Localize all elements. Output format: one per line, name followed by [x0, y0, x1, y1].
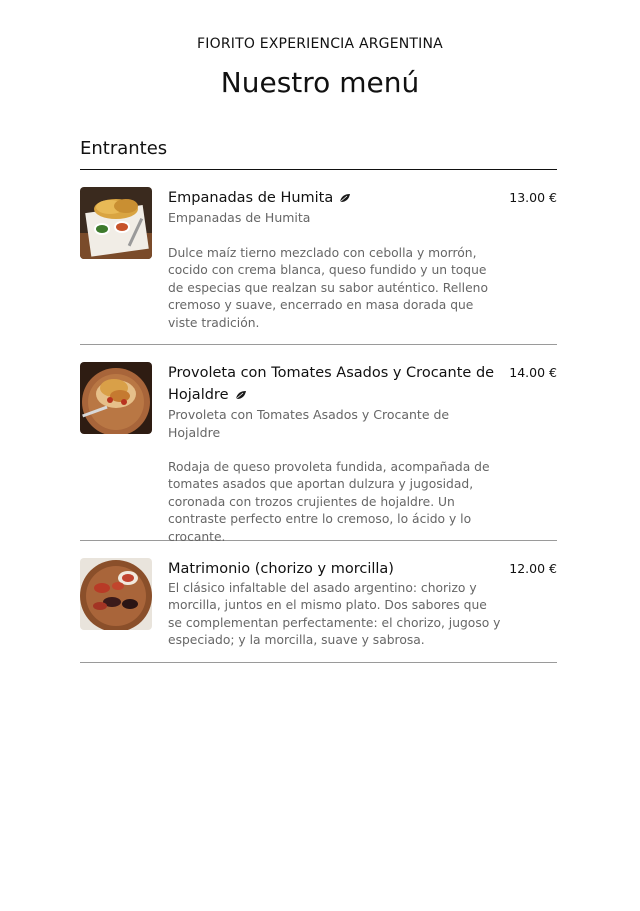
item-subtitle: Provoleta con Tomates Asados y Crocante de Hojaldre — [168, 407, 450, 440]
page-title: Nuestro menú — [220, 66, 420, 99]
dish-photo — [80, 558, 152, 630]
item-name-text: Provoleta con Tomates Asados y Crocante de Hojaldre — [168, 365, 495, 403]
item-description: Rodaja de queso provoleta fundida, acompañada de tomates asados que aportan dulzura y jugosidad, coronada con trozos crujientes de hojaldre. Un contraste perfecto entre lo cremoso, lo ácido y lo crocante. — [168, 460, 490, 544]
item-description: El clásico infaltable del asado argentino: chorizo y morcilla, juntos en el mismo plato. Dos sabores que se complementan perfectamente: el chorizo, jugoso y especiado; y la morcilla, suave y sabrosa. — [168, 581, 501, 648]
menu-item-matrimonio[interactable] — [80, 541, 557, 663]
item-name — [168, 362, 501, 406]
item-name: Matrimonio (chorizo y morcilla) — [168, 561, 394, 577]
item-name-text: Empanadas de Humita — [168, 190, 334, 206]
item-body — [168, 187, 509, 332]
item-subtitle: Empanadas de Humita — [168, 210, 311, 225]
dish-photo — [80, 362, 152, 434]
item-body — [168, 362, 509, 546]
item-name — [168, 187, 501, 209]
brand-name: FIORITO EXPERIENCIA ARGENTINA — [197, 36, 443, 52]
menu-item-empanadas[interactable] — [80, 170, 557, 345]
vegetarian-leaf-icon — [235, 390, 247, 400]
item-price: 13.00 € — [509, 190, 557, 205]
menu-item-provoleta[interactable] — [80, 345, 557, 544]
item-description: Dulce maíz tierno mezclado con cebolla y morrón, cocido con crema blanca, queso fundido y un toque de especias que realzan su sabor auténtico. Relleno cremoso y suave, encerrado en masa dorada que viste tradición. — [168, 246, 488, 330]
item-price: 12.00 € — [509, 561, 557, 576]
dish-photo — [80, 187, 152, 259]
vegetarian-leaf-icon — [339, 193, 351, 203]
menu-section-entrantes — [80, 138, 557, 663]
section-title: Entrantes — [80, 138, 557, 170]
item-price: 14.00 € — [509, 365, 557, 380]
item-body — [168, 558, 509, 650]
